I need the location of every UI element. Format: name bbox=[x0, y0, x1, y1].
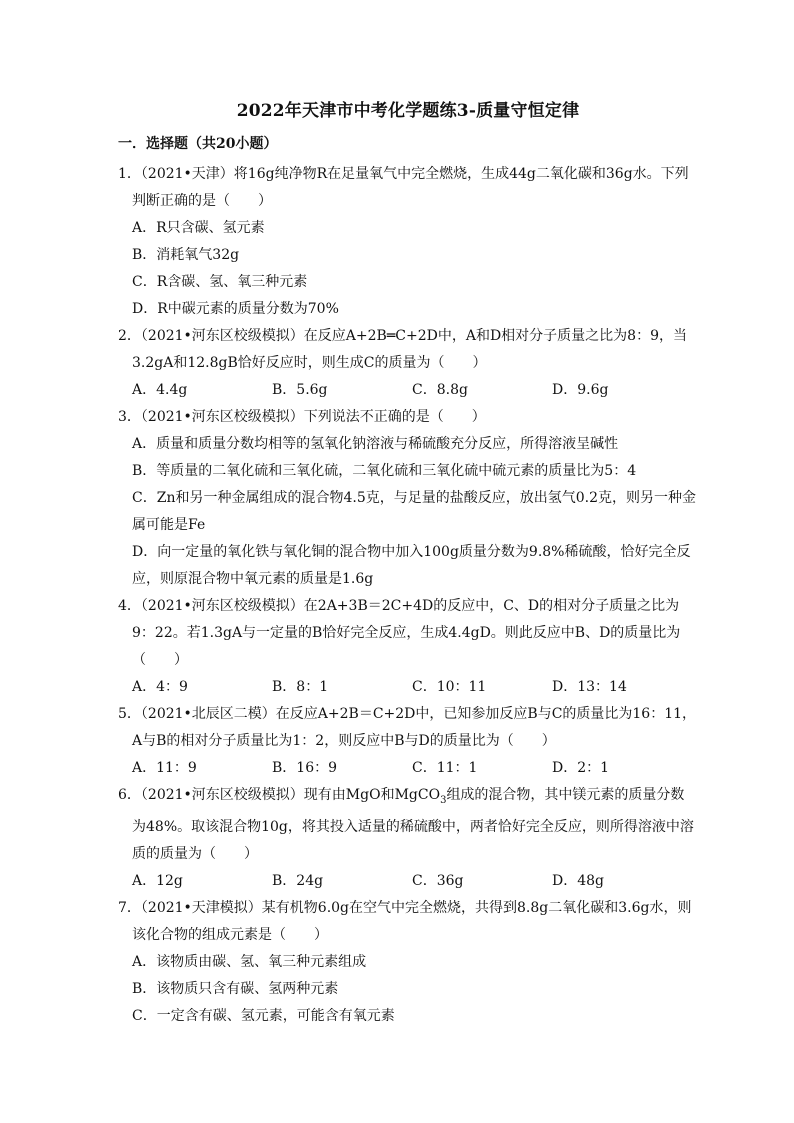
question-4 bbox=[118, 593, 698, 701]
question-2-option-b: B．5.6g bbox=[272, 382, 328, 398]
question-4-option-a: A．4：9 bbox=[132, 679, 188, 695]
question-5-option-c: C．11：1 bbox=[412, 760, 478, 776]
question-7-options bbox=[118, 949, 698, 1030]
question-6-text-after: 组成的混合物，其中镁元素的质量分数为48%。取该混合物10g，将其投入适量的稀硫酸中，两者恰好完全反应，则所得溶液中溶质的质量为（ ） bbox=[132, 787, 694, 862]
question-6-subscript: 3 bbox=[440, 794, 447, 806]
question-6 bbox=[118, 782, 698, 895]
question-6-text-before: 6．（2021•河东区校级模拟）现有由MgO和MgCO bbox=[118, 787, 441, 803]
question-2 bbox=[118, 323, 698, 404]
question-7 bbox=[118, 895, 698, 1030]
question-4-options bbox=[118, 674, 698, 701]
question-3 bbox=[118, 404, 698, 593]
question-6-options bbox=[118, 868, 698, 895]
question-4-text: 4．（2021•河东区校级模拟）在2A+3B＝2C+4D的反应中，C、D的相对分子质量之比为9：22。若1.3gA与一定量的B恰好完全反应，生成4.4gD。则此反应中B、D的质量比为（ ） bbox=[118, 598, 681, 668]
document-title: 2022年天津市中考化学题练3-质量守恒定律 bbox=[236, 101, 580, 121]
question-2-text: 2．（2021•河东区校级模拟）在反应A+2B═C+2D中，A和D相对分子质量之比为8：9，当3.2gA和12.8gB恰好反应时，则生成C的质量为（ ） bbox=[118, 328, 687, 371]
question-1-option-d: D．R中碳元素的质量分数为70% bbox=[132, 301, 339, 317]
question-7-option-b: B．该物质只含有碳、氢两种元素 bbox=[132, 980, 339, 997]
question-7-option-c: C．一定含有碳、氢元素，可能含有氧元素 bbox=[132, 1007, 395, 1024]
question-1-option-a: A．R只含碳、氢元素 bbox=[132, 220, 265, 236]
question-1-text: 1．（2021•天津）将16g纯净物R在足量氧气中完全燃烧，生成44g二氧化碳和36g水。下列判断正确的是（ ） bbox=[118, 166, 689, 209]
question-1-option-b: B．消耗氧气32g bbox=[132, 247, 240, 263]
question-1 bbox=[118, 161, 698, 323]
question-2-option-a: A．4.4g bbox=[132, 382, 188, 398]
question-6-option-a: A．12g bbox=[132, 872, 183, 889]
question-2-options bbox=[118, 377, 698, 404]
question-7-text: 7．（2021•天津模拟）某有机物6.0g在空气中完全燃烧，共得到8.8g二氧化碳和3.6g水，则该化合物的组成元素是（ ） bbox=[118, 899, 692, 943]
question-3-text: 3．（2021•河东区校级模拟）下列说法不正确的是（ ） bbox=[118, 409, 486, 425]
question-4-option-b: B．8：1 bbox=[272, 679, 329, 695]
question-4-option-d: D．13：14 bbox=[552, 679, 627, 695]
question-3-option-d: D．向一定量的氧化铁与氧化铜的混合物中加入100g质量分数为9.8%稀硫酸，恰好完全反应，则原混合物中氧元素的质量是1.6g bbox=[132, 544, 691, 587]
question-2-option-d: D．9.6g bbox=[552, 382, 609, 398]
question-3-option-b: B．等质量的二氧化硫和三氧化硫，二氧化硫和三氧化硫中硫元素的质量比为5：4 bbox=[132, 463, 637, 479]
question-4-option-c: C．10：11 bbox=[412, 679, 487, 695]
section-title: 一．选择题（共20小题） bbox=[118, 136, 278, 152]
question-7-option-a: A．该物质由碳、氢、氧三种元素组成 bbox=[132, 953, 367, 970]
question-3-option-c: C．Zn和另一种金属组成的混合物4.5克，与足量的盐酸反应，放出氢气0.2克，则另一种金属可能是Fe bbox=[132, 490, 696, 533]
question-5-option-a: A．11：9 bbox=[132, 760, 197, 776]
question-2-option-c: C．8.8g bbox=[412, 382, 468, 398]
question-3-option-a: A．质量和质量分数均相等的氢氧化钠溶液与稀硫酸充分反应，所得溶液呈碱性 bbox=[132, 436, 619, 452]
question-5-text: 5．（2021•北辰区二模）在反应A+2B＝C+2D中，已知参加反应B与C的质量比为16：11，A与B的相对分子质量比为1：2，则反应中B与D的质量比为（ ） bbox=[118, 706, 697, 749]
question-6-option-c: C．36g bbox=[412, 872, 464, 889]
question-5-options bbox=[118, 755, 698, 782]
question-5 bbox=[118, 701, 698, 782]
question-6-option-d: D．48g bbox=[552, 872, 605, 889]
question-3-options bbox=[118, 431, 698, 593]
question-1-option-c: C．R含碳、氢、氧三种元素 bbox=[132, 274, 308, 290]
question-5-option-b: B．16：9 bbox=[272, 760, 338, 776]
question-6-option-b: B．24g bbox=[272, 872, 324, 889]
question-1-options bbox=[118, 215, 698, 323]
question-5-option-d: D．2：1 bbox=[552, 760, 610, 776]
question-6-text bbox=[118, 782, 698, 868]
